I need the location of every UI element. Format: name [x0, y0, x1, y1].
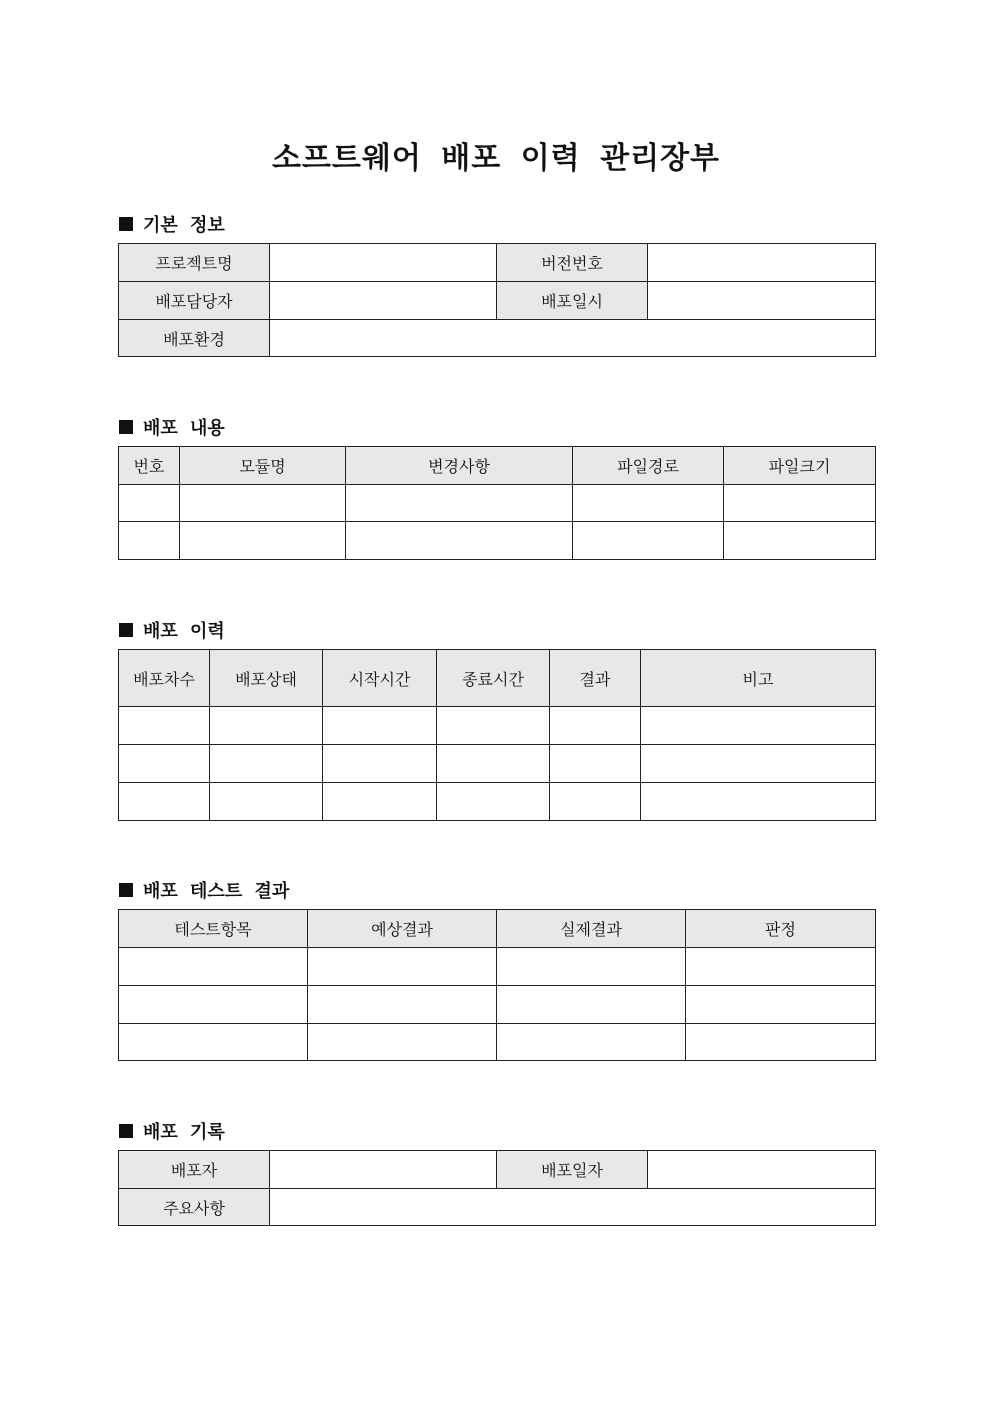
table-cell[interactable]	[119, 745, 210, 783]
table-cell[interactable]	[686, 948, 876, 986]
manager-field[interactable]	[270, 282, 497, 320]
table-cell[interactable]	[323, 783, 437, 821]
table-cell[interactable]	[641, 783, 876, 821]
deployer-field[interactable]	[270, 1151, 497, 1189]
section-record-title: 배포 기록	[143, 1122, 225, 1143]
column-header: 판정	[686, 910, 876, 948]
column-header: 예상결과	[308, 910, 497, 948]
datetime-field[interactable]	[648, 282, 876, 320]
document-title: 소프트웨어 배포 이력 관리장부	[271, 141, 721, 176]
section-history-title: 배포 이력	[143, 621, 225, 642]
square-bullet-icon	[119, 217, 133, 231]
table-cell[interactable]	[119, 485, 180, 522]
column-header: 비고	[641, 650, 876, 707]
project-label: 프로젝트명	[119, 244, 270, 282]
table-cell[interactable]	[210, 783, 323, 821]
table-cell[interactable]	[437, 745, 550, 783]
section-test-title: 배포 테스트 결과	[143, 881, 290, 902]
table-cell[interactable]	[686, 1024, 876, 1061]
notes-label: 주요사항	[119, 1189, 270, 1226]
table-cell[interactable]	[686, 986, 876, 1024]
section-basic-heading	[119, 211, 225, 237]
column-header: 모듈명	[180, 447, 346, 485]
table-cell[interactable]	[119, 1024, 308, 1061]
datetime-label: 배포일시	[497, 282, 648, 320]
section-history-heading	[119, 617, 225, 643]
column-header: 배포상태	[210, 650, 323, 707]
section-test-heading	[119, 877, 289, 903]
column-header: 번호	[119, 447, 180, 485]
table-cell[interactable]	[724, 485, 876, 522]
test-table	[118, 909, 876, 1061]
table-cell[interactable]	[724, 522, 876, 560]
record-table	[118, 1150, 876, 1226]
square-bullet-icon	[119, 1124, 133, 1138]
project-field[interactable]	[270, 244, 497, 282]
column-header: 파일크기	[724, 447, 876, 485]
square-bullet-icon	[119, 420, 133, 434]
table-cell[interactable]	[210, 707, 323, 745]
table-cell[interactable]	[119, 522, 180, 560]
deploy-date-field[interactable]	[648, 1151, 876, 1189]
version-label: 버전번호	[497, 244, 648, 282]
deployer-label: 배포자	[119, 1151, 270, 1189]
table-cell[interactable]	[573, 485, 724, 522]
table-cell[interactable]	[497, 948, 686, 986]
table-cell[interactable]	[550, 707, 641, 745]
table-cell[interactable]	[308, 1024, 497, 1061]
table-cell[interactable]	[573, 522, 724, 560]
basic-info-table	[118, 243, 876, 357]
environment-field[interactable]	[270, 320, 876, 357]
environment-label: 배포환경	[119, 320, 270, 357]
column-header: 종료시간	[437, 650, 550, 707]
content-table	[118, 446, 876, 560]
square-bullet-icon	[119, 883, 133, 897]
column-header: 결과	[550, 650, 641, 707]
table-cell[interactable]	[210, 745, 323, 783]
table-cell[interactable]	[346, 485, 573, 522]
table-cell[interactable]	[550, 783, 641, 821]
table-cell[interactable]	[119, 783, 210, 821]
table-cell[interactable]	[119, 986, 308, 1024]
column-header: 배포차수	[119, 650, 210, 707]
table-cell[interactable]	[641, 707, 876, 745]
column-header: 실제결과	[497, 910, 686, 948]
version-field[interactable]	[648, 244, 876, 282]
table-cell[interactable]	[180, 522, 346, 560]
column-header: 파일경로	[573, 447, 724, 485]
column-header: 테스트항목	[119, 910, 308, 948]
table-cell[interactable]	[497, 1024, 686, 1061]
column-header: 시작시간	[323, 650, 437, 707]
history-table	[118, 649, 876, 821]
section-basic-title: 기본 정보	[143, 215, 225, 236]
table-cell[interactable]	[308, 986, 497, 1024]
table-cell[interactable]	[119, 707, 210, 745]
table-cell[interactable]	[346, 522, 573, 560]
table-cell[interactable]	[550, 745, 641, 783]
section-record-heading	[119, 1118, 225, 1144]
table-cell[interactable]	[323, 745, 437, 783]
column-header: 변경사항	[346, 447, 573, 485]
table-cell[interactable]	[497, 986, 686, 1024]
table-cell[interactable]	[308, 948, 497, 986]
section-content-heading	[119, 414, 225, 440]
table-cell[interactable]	[641, 745, 876, 783]
square-bullet-icon	[119, 623, 133, 637]
table-cell[interactable]	[323, 707, 437, 745]
table-cell[interactable]	[180, 485, 346, 522]
section-content-title: 배포 내용	[143, 418, 225, 439]
table-cell[interactable]	[437, 783, 550, 821]
table-cell[interactable]	[437, 707, 550, 745]
deploy-date-label: 배포일자	[497, 1151, 648, 1189]
manager-label: 배포담당자	[119, 282, 270, 320]
notes-field[interactable]	[270, 1189, 876, 1226]
table-cell[interactable]	[119, 948, 308, 986]
